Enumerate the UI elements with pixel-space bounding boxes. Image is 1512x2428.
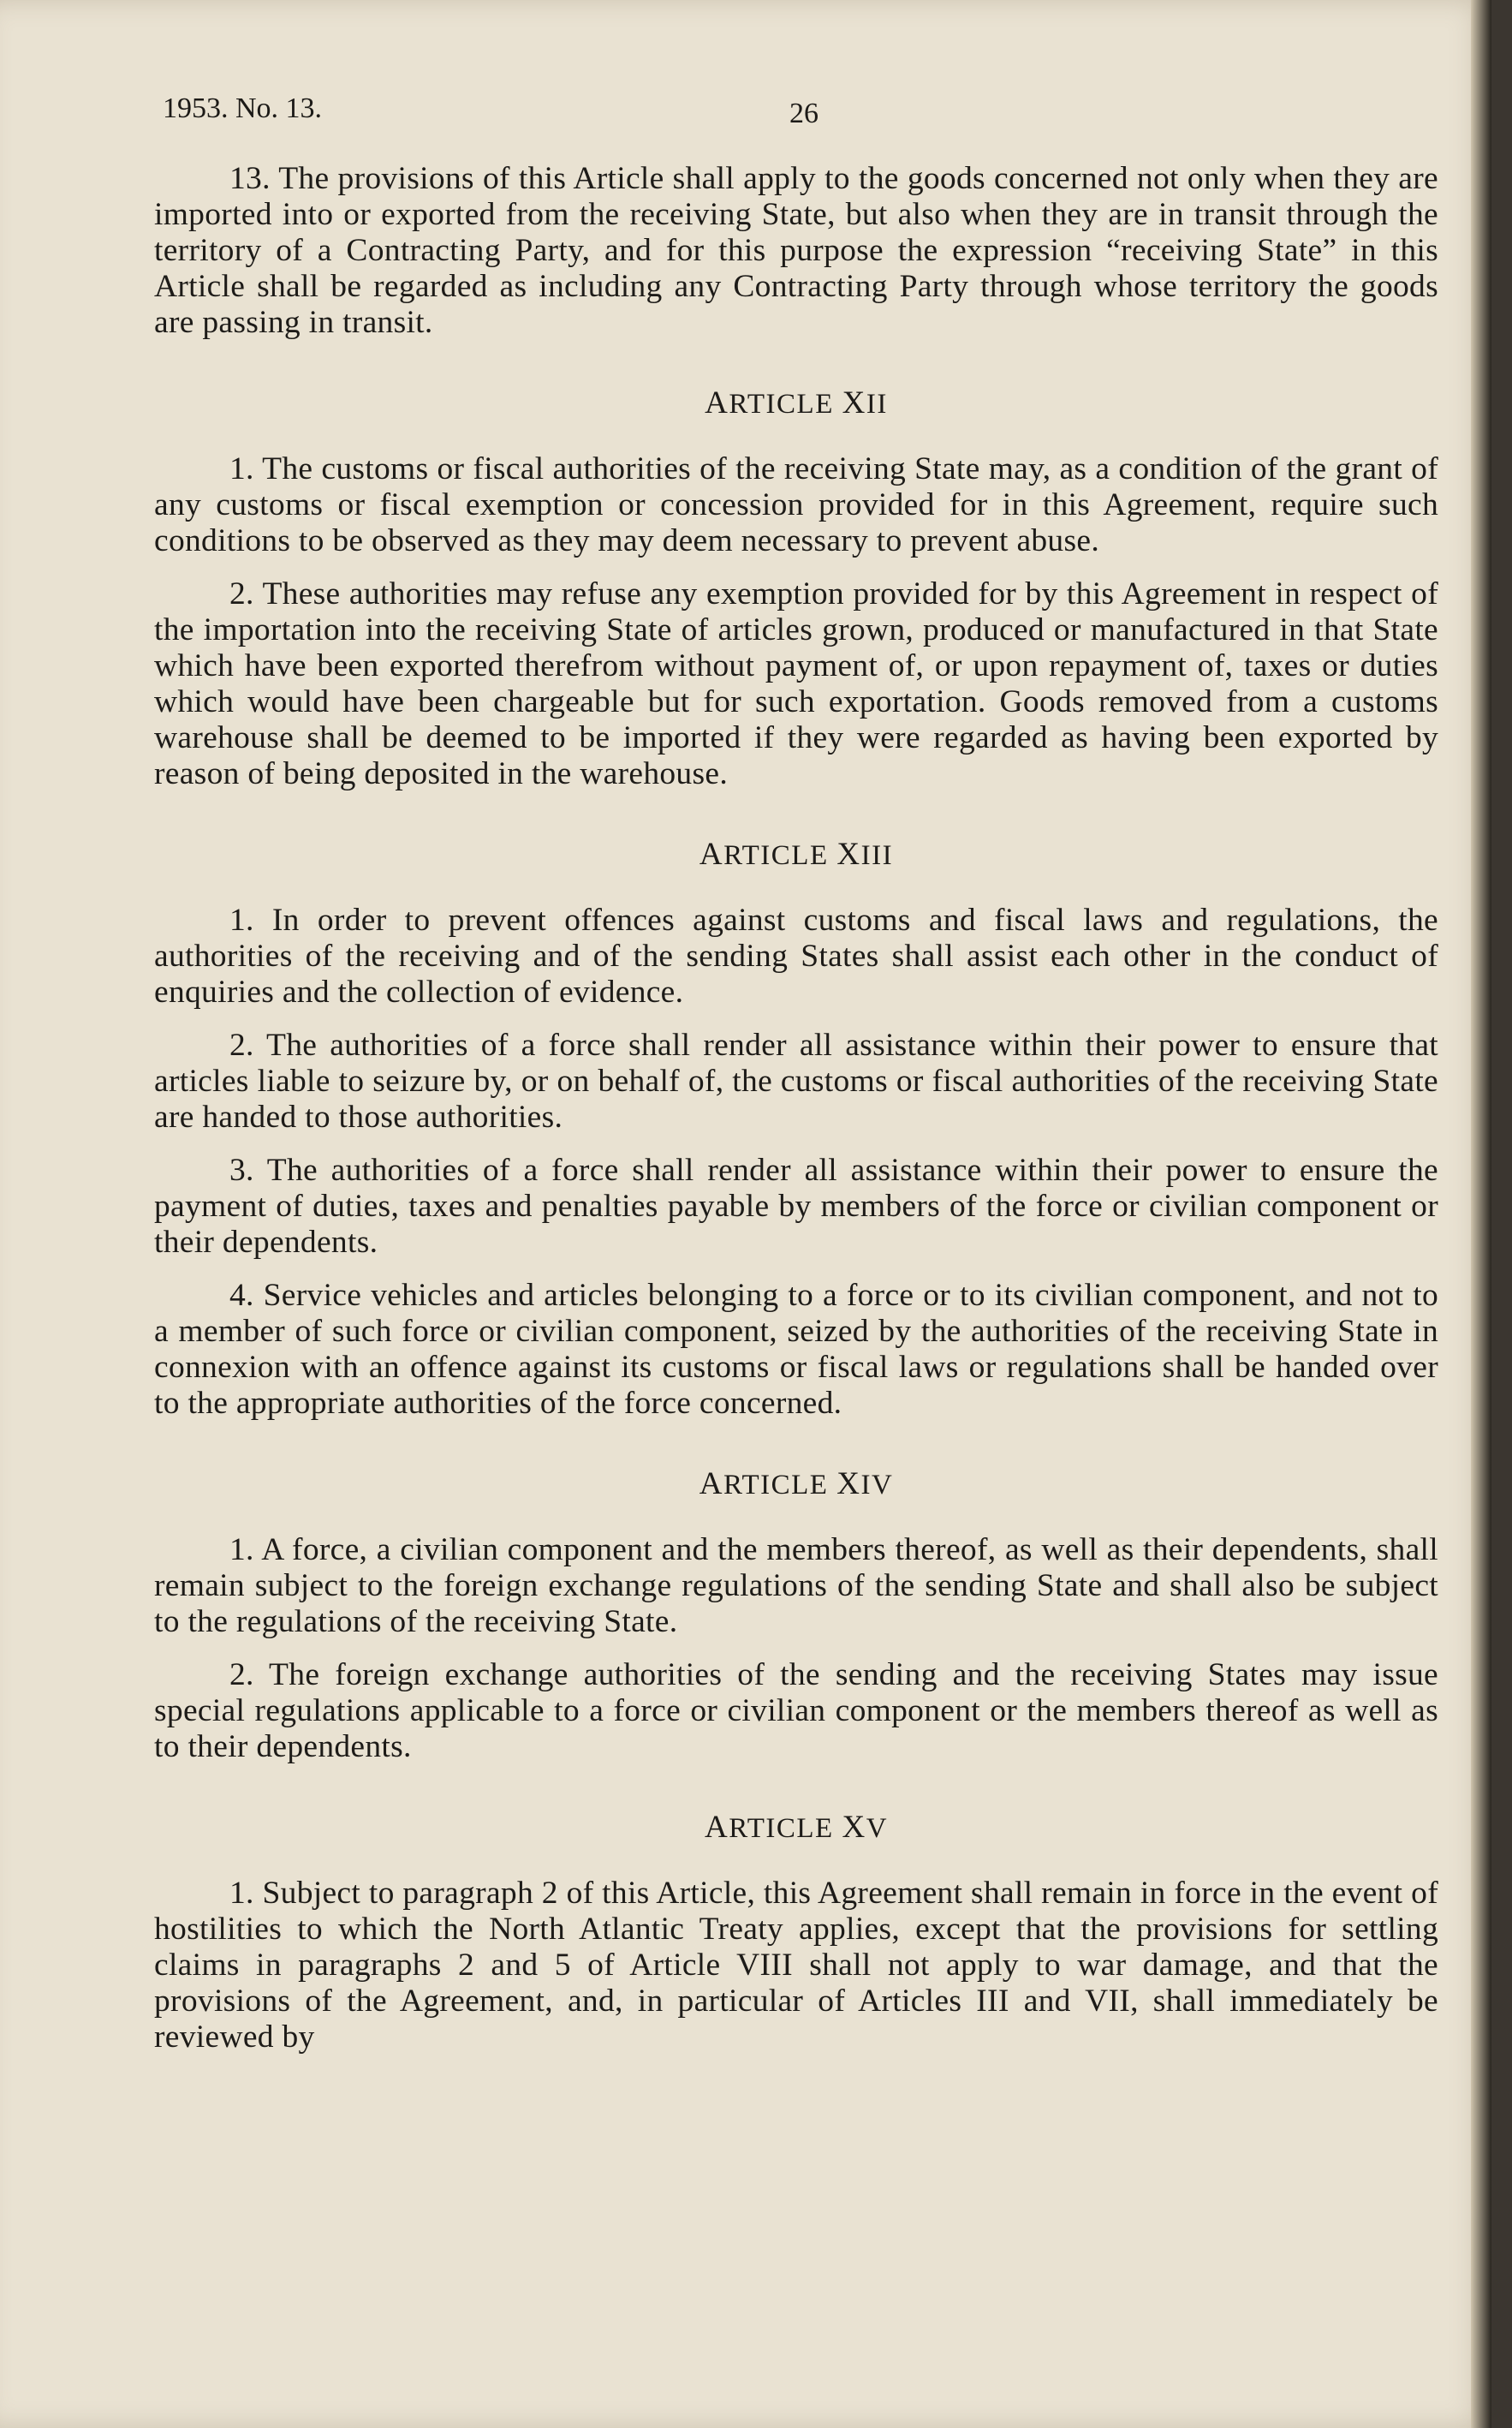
page-header — [163, 92, 1447, 135]
page-binding-edge — [1471, 0, 1491, 2428]
heading-article-xii: ARTICLE XII — [705, 385, 888, 421]
article-xiii-paragraph-1: 1. In order to prevent offences against customs and fiscal laws and regulations, the authorities of the receiving and of the sending States shall assist each other in the conduct of enquiries and the collection of evidence. — [154, 903, 1438, 1010]
article-xiii-paragraph-2: 2. The authorities of a force shall render all assistance within their power to ensure that articles liable to seizure by, or on behalf of, the customs or fiscal authorities of the receiving State are handed to those authorities. — [154, 1028, 1438, 1135]
article-xiii-paragraph-3: 3. The authorities of a force shall render all assistance within their power to ensure the payment of duties, taxes and penalties payable by members of the force or civilian component or their dependents. — [154, 1153, 1438, 1260]
paragraph-13: 13. The provisions of this Article shall apply to the goods concerned not only when they are imported into or exported from the receiving State, but also when they are in transit through the territory of a Contracting Party, and for this purpose the expression “receiving State” in this Article shall be regarded as including any Contracting Party through whose territory the goods are passing in transit. — [154, 161, 1438, 340]
document-reference: 1953. No. 13. — [163, 92, 323, 124]
heading-article-xv: ARTICLE XV — [704, 1810, 889, 1845]
article-xiv-paragraph-2: 2. The foreign exchange authorities of the sending and the receiving States may issue special regulations applicable to a force or civilian component or the members thereof as well as to their dependents. — [154, 1657, 1438, 1764]
article-xii-paragraph-1: 1. The customs or fiscal authorities of the receiving State may, as a condition of the grant of any customs or fiscal exemption or concession provided for in this Agreement, require such conditions to be observed as they may deem necessary to prevent abuse. — [154, 451, 1438, 558]
article-xiii-paragraph-4: 4. Service vehicles and articles belonging to a force or to its civilian component, and not to a member of such force or civilian component, seized by the authorities of the receiving State in connexion with an offence against its customs or fiscal laws or regulations shall be handed over to the appropriate authorities of the force concerned. — [154, 1278, 1438, 1421]
page-number: 26 — [789, 98, 819, 129]
article-xiv-paragraph-1: 1. A force, a civilian component and the members thereof, as well as their dependents, shall remain subject to the foreign exchange regulations of the sending State and shall also be subject to the regulations of the receiving State. — [154, 1532, 1438, 1639]
heading-article-xiii: ARTICLE XIII — [699, 837, 894, 872]
article-xv-paragraph-1: 1. Subject to paragraph 2 of this Article, this Agreement shall remain in force in the event of hostilities to which the North Atlantic Treaty applies, except that the provisions for settling claims in paragraphs 2 and 5 of Article VIII shall not apply to war damage, and that the provisions of the Agreement, and, in particular of Articles III and VII, shall immediately be reviewed by — [154, 1876, 1438, 2055]
heading-article-xiv: ARTICLE XIV — [699, 1466, 894, 1501]
body-text — [154, 161, 1438, 2073]
article-xii-paragraph-2: 2. These authorities may refuse any exemption provided for by this Agreement in respect of the importation into the receiving State of articles grown, produced or manufactured in that State which have been exported therefrom without payment of, or upon repayment of, taxes or duties which would have been chargeable but for such exportation. Goods removed from a customs warehouse shall be deemed to be imported if they were regarded as having been exported by reason of being deposited in the warehouse. — [154, 576, 1438, 791]
